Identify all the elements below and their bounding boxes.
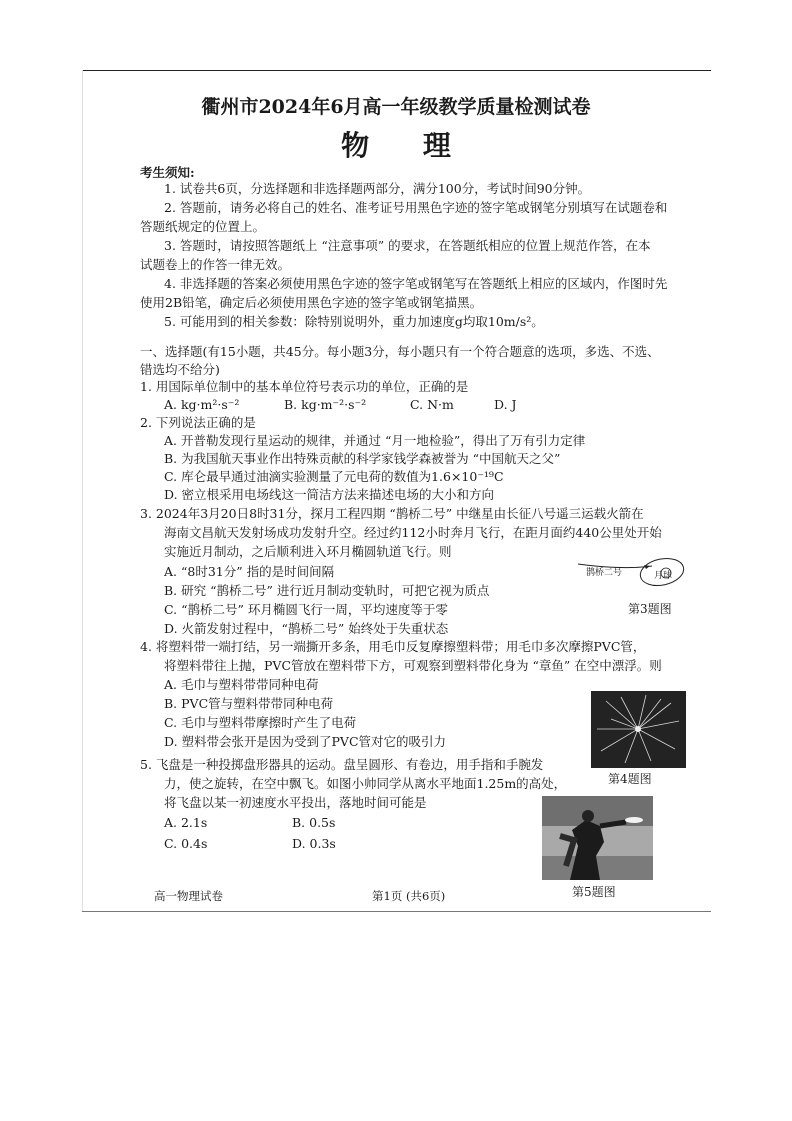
q2-option-b: B. 为我国航天事业作出特殊贡献的科学家钱学森被誉为 “中国航天之父”: [164, 451, 561, 466]
bottom-rule: [82, 911, 711, 912]
q4-stem-cont: 将塑料带往上抛，PVC管放在塑料带下方，可观察到塑料带化身为 “章鱼” 在空中漂浮。则: [164, 658, 662, 673]
q5-option-c: C. 0.4s: [164, 836, 208, 851]
q2-stem: 2. 下列说法正确的是: [140, 415, 256, 430]
q3-option-b: B. 研究 “鹊桥二号” 进行近月制动变轨时，可把它视为质点: [164, 583, 490, 598]
q3-satellite-label: 鹊桥二号: [586, 568, 623, 578]
section-1-heading-cont: 错选均不给分): [140, 362, 220, 377]
notice-item-1: 1. 试卷共6页，分选择题和非选择题两部分，满分100分，考试时间90分钟。: [164, 181, 591, 196]
q1-stem: 1. 用国际单位制中的基本单位符号表示功的单位，正确的是: [140, 379, 469, 394]
q1-option-d: D. J: [494, 397, 517, 412]
q3-option-d: D. 火箭发射过程中，“鹊桥二号” 始终处于失重状态: [164, 621, 449, 636]
notice-item-3: 3. 答题时，请按照答题纸上 “注意事项” 的要求，在答题纸相应的位置上规范作答，在本: [164, 238, 651, 253]
q4-option-d: D. 塑料带会张开是因为受到了PVC管对它的吸引力: [164, 734, 447, 749]
q2-option-a: A. 开普勒发现行星运动的规律，并通过 “月一地检验”，得出了万有引力定律: [164, 433, 586, 448]
q5-stem-cont-1: 力，使之旋转，在空中飘飞。如图小帅同学从离水平地面1.25m的高处，: [164, 776, 567, 791]
notice-item-4: 4. 非选择题的答案必须使用黑色字迹的签字笔或钢笔写在答题纸上相应的区域内，作图时先: [164, 276, 668, 291]
section-1-heading: 一、选择题(有15小题，共45分。每小题3分，每小题只有一个符合题意的选项，多选、不选、: [140, 344, 660, 359]
notice-heading: 考生须知:: [140, 165, 195, 180]
q5-option-a: A. 2.1s: [164, 815, 208, 830]
notice-item-3-cont: 试题卷上的作答一律无效。: [140, 257, 291, 272]
q2-option-c: C. 库仑最早通过油滴实验测量了元电荷的数值为1.6×10⁻¹⁹C: [164, 469, 504, 484]
q4-option-b: B. PVC管与塑料带带同种电荷: [164, 696, 334, 711]
q4-figure-caption: 第4题图: [608, 772, 652, 786]
exam-subject: 物 理: [341, 129, 473, 162]
q3-figure-caption: 第3题图: [628, 602, 672, 616]
page-left-edge: [82, 70, 83, 912]
notice-item-2: 2. 答题前，请务必将自己的姓名、准考证号用黑色字迹的签字笔或钢笔分别填写在试题卷和: [164, 200, 668, 215]
q4-plastic-strip-image: [591, 691, 686, 768]
q1-option-b: B. kg·m⁻²·s⁻²: [284, 397, 367, 412]
q4-option-a: A. 毛巾与塑料带带同种电荷: [164, 677, 319, 692]
notice-item-4-cont: 使用2B铅笔，确定后必须使用黑色字迹的签字笔或钢笔描黑。: [140, 295, 483, 310]
q3-stem-cont-1: 海南文昌航天发射场成功发射升空。经过约112小时奔月飞行，在距月面约440公里处开始: [164, 525, 662, 540]
q3-orbit-figure: [574, 546, 694, 592]
q3-moon-label: 月球: [654, 571, 673, 581]
exam-title: 衢州市2024年6月高一年级教学质量检测试卷: [201, 96, 591, 118]
q5-stem-cont-2: 将飞盘以某一初速度水平投出，落地时间可能是: [164, 795, 427, 810]
notice-item-5: 5. 可能用到的相关参数：除特别说明外，重力加速度g均取10m/s²。: [164, 314, 544, 329]
q4-stem: 4. 将塑料带一端打结，另一端撕开多条，用毛巾反复摩擦塑料带；用毛巾多次摩擦PVC管，: [140, 639, 646, 654]
q4-photo: [591, 691, 686, 768]
q5-photo: [542, 796, 653, 880]
q5-option-b: B. 0.5s: [292, 815, 336, 830]
q5-stem: 5. 飞盘是一种投掷盘形器具的运动。盘呈圆形、有卷边，用手指和手腕发: [140, 757, 544, 772]
q5-frisbee-player-image: [542, 796, 653, 880]
q4-option-c: C. 毛巾与塑料带摩擦时产生了电荷: [164, 715, 357, 730]
footer-left: 高一物理试卷: [154, 889, 223, 903]
q2-option-d: D. 密立根采用电场线这一简洁方法来描述电场的大小和方向: [164, 487, 495, 502]
footer-page-number: 第1页 (共6页): [372, 889, 446, 903]
q3-option-c: C. “鹊桥二号” 环月椭圆飞行一周，平均速度等于零: [164, 602, 448, 617]
q5-option-d: D. 0.3s: [292, 836, 336, 851]
q1-option-c: C. N·m: [410, 397, 454, 412]
q1-option-a: A. kg·m²·s⁻²: [164, 397, 240, 412]
notice-item-2-cont: 答题纸规定的位置上。: [140, 219, 266, 234]
top-rule: [82, 70, 711, 71]
q3-stem: 3. 2024年3月20日8时31分，探月工程四期 “鹊桥二号” 中继星由长征八号遥三运载火箭在: [140, 506, 644, 521]
q3-stem-cont-2: 实施近月制动，之后顺利进入环月椭圆轨道飞行。则: [164, 544, 452, 559]
q3-option-a: A. “8时31分” 指的是时间间隔: [164, 564, 335, 579]
q5-figure-caption: 第5题图: [572, 885, 616, 899]
